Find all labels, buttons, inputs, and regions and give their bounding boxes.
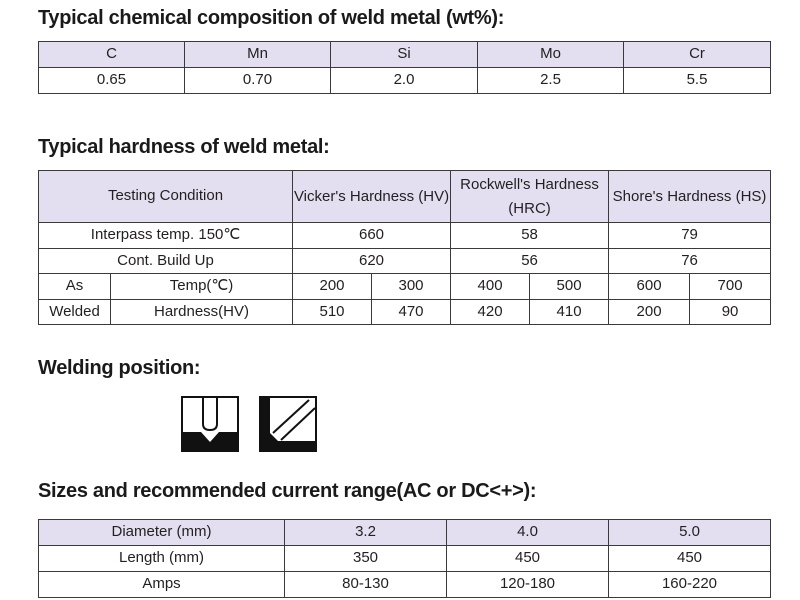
buildup-hrc: 56 bbox=[451, 248, 609, 274]
temp-value: 300 bbox=[372, 274, 451, 300]
as-welded-label-line1: As bbox=[39, 274, 111, 300]
diameter-value: 3.2 bbox=[285, 520, 447, 546]
composition-value-cr: 5.5 bbox=[624, 68, 771, 94]
temp-value: 400 bbox=[451, 274, 530, 300]
as-welded-hardness-row bbox=[39, 299, 771, 325]
length-value: 450 bbox=[447, 546, 609, 572]
as-welded-temp-row bbox=[39, 274, 771, 300]
amps-label: Amps bbox=[39, 572, 285, 598]
diameter-row bbox=[39, 520, 771, 546]
hardness-hv-value: 510 bbox=[293, 299, 372, 325]
hardness-header-row bbox=[39, 171, 771, 223]
composition-value-mn: 0.70 bbox=[185, 68, 331, 94]
buildup-hs: 76 bbox=[609, 248, 771, 274]
composition-header-si: Si bbox=[331, 42, 478, 68]
diameter-value: 4.0 bbox=[447, 520, 609, 546]
hardness-hv-value: 420 bbox=[451, 299, 530, 325]
horizontal-fillet-position-icon bbox=[259, 396, 317, 452]
composition-header-c: C bbox=[39, 42, 185, 68]
sizes-heading: Sizes and recommended current range(AC or DC<+>): bbox=[38, 480, 537, 502]
temp-value: 700 bbox=[690, 274, 771, 300]
composition-header-row bbox=[39, 42, 771, 68]
flat-position-icon bbox=[181, 396, 239, 452]
composition-header-mn: Mn bbox=[185, 42, 331, 68]
amps-row bbox=[39, 572, 771, 598]
hardness-hv-value: 470 bbox=[372, 299, 451, 325]
composition-heading: Typical chemical composition of weld metal (wt%): bbox=[38, 7, 505, 29]
buildup-hv: 620 bbox=[293, 248, 451, 274]
testing-condition-header: Testing Condition bbox=[39, 171, 293, 223]
temp-label: Temp(℃) bbox=[111, 274, 293, 300]
hardness-hv-label: Hardness(HV) bbox=[111, 299, 293, 325]
interpass-hrc: 58 bbox=[451, 223, 609, 249]
hardness-heading: Typical hardness of weld metal: bbox=[38, 136, 330, 158]
composition-header-cr: Cr bbox=[624, 42, 771, 68]
vickers-hardness-header: Vicker's Hardness (HV) bbox=[293, 171, 451, 223]
buildup-row bbox=[39, 248, 771, 274]
composition-table bbox=[38, 41, 771, 94]
hardness-hv-value: 200 bbox=[609, 299, 690, 325]
length-value: 450 bbox=[609, 546, 771, 572]
shore-hardness-header: Shore's Hardness (HS) bbox=[609, 171, 771, 223]
interpass-hv: 660 bbox=[293, 223, 451, 249]
composition-value-mo: 2.5 bbox=[478, 68, 624, 94]
temp-value: 200 bbox=[293, 274, 372, 300]
amps-value: 80-130 bbox=[285, 572, 447, 598]
welding-position-heading: Welding position: bbox=[38, 357, 201, 379]
diameter-value: 5.0 bbox=[609, 520, 771, 546]
amps-value: 160-220 bbox=[609, 572, 771, 598]
as-welded-label-line2: Welded bbox=[39, 299, 111, 325]
diameter-label: Diameter (mm) bbox=[39, 520, 285, 546]
temp-value: 600 bbox=[609, 274, 690, 300]
interpass-label: Interpass temp. 150℃ bbox=[39, 223, 293, 249]
length-label: Length (mm) bbox=[39, 546, 285, 572]
amps-value: 120-180 bbox=[447, 572, 609, 598]
composition-value-c: 0.65 bbox=[39, 68, 185, 94]
composition-header-mo: Mo bbox=[478, 42, 624, 68]
hardness-hv-value: 90 bbox=[690, 299, 771, 325]
interpass-row bbox=[39, 223, 771, 249]
hardness-table bbox=[38, 170, 771, 325]
hardness-hv-value: 410 bbox=[530, 299, 609, 325]
temp-value: 500 bbox=[530, 274, 609, 300]
buildup-label: Cont. Build Up bbox=[39, 248, 293, 274]
length-value: 350 bbox=[285, 546, 447, 572]
interpass-hs: 79 bbox=[609, 223, 771, 249]
composition-value-si: 2.0 bbox=[331, 68, 478, 94]
rockwell-hardness-header: Rockwell's Hardness (HRC) bbox=[451, 171, 609, 223]
sizes-table bbox=[38, 519, 771, 598]
length-row bbox=[39, 546, 771, 572]
composition-value-row bbox=[39, 68, 771, 94]
